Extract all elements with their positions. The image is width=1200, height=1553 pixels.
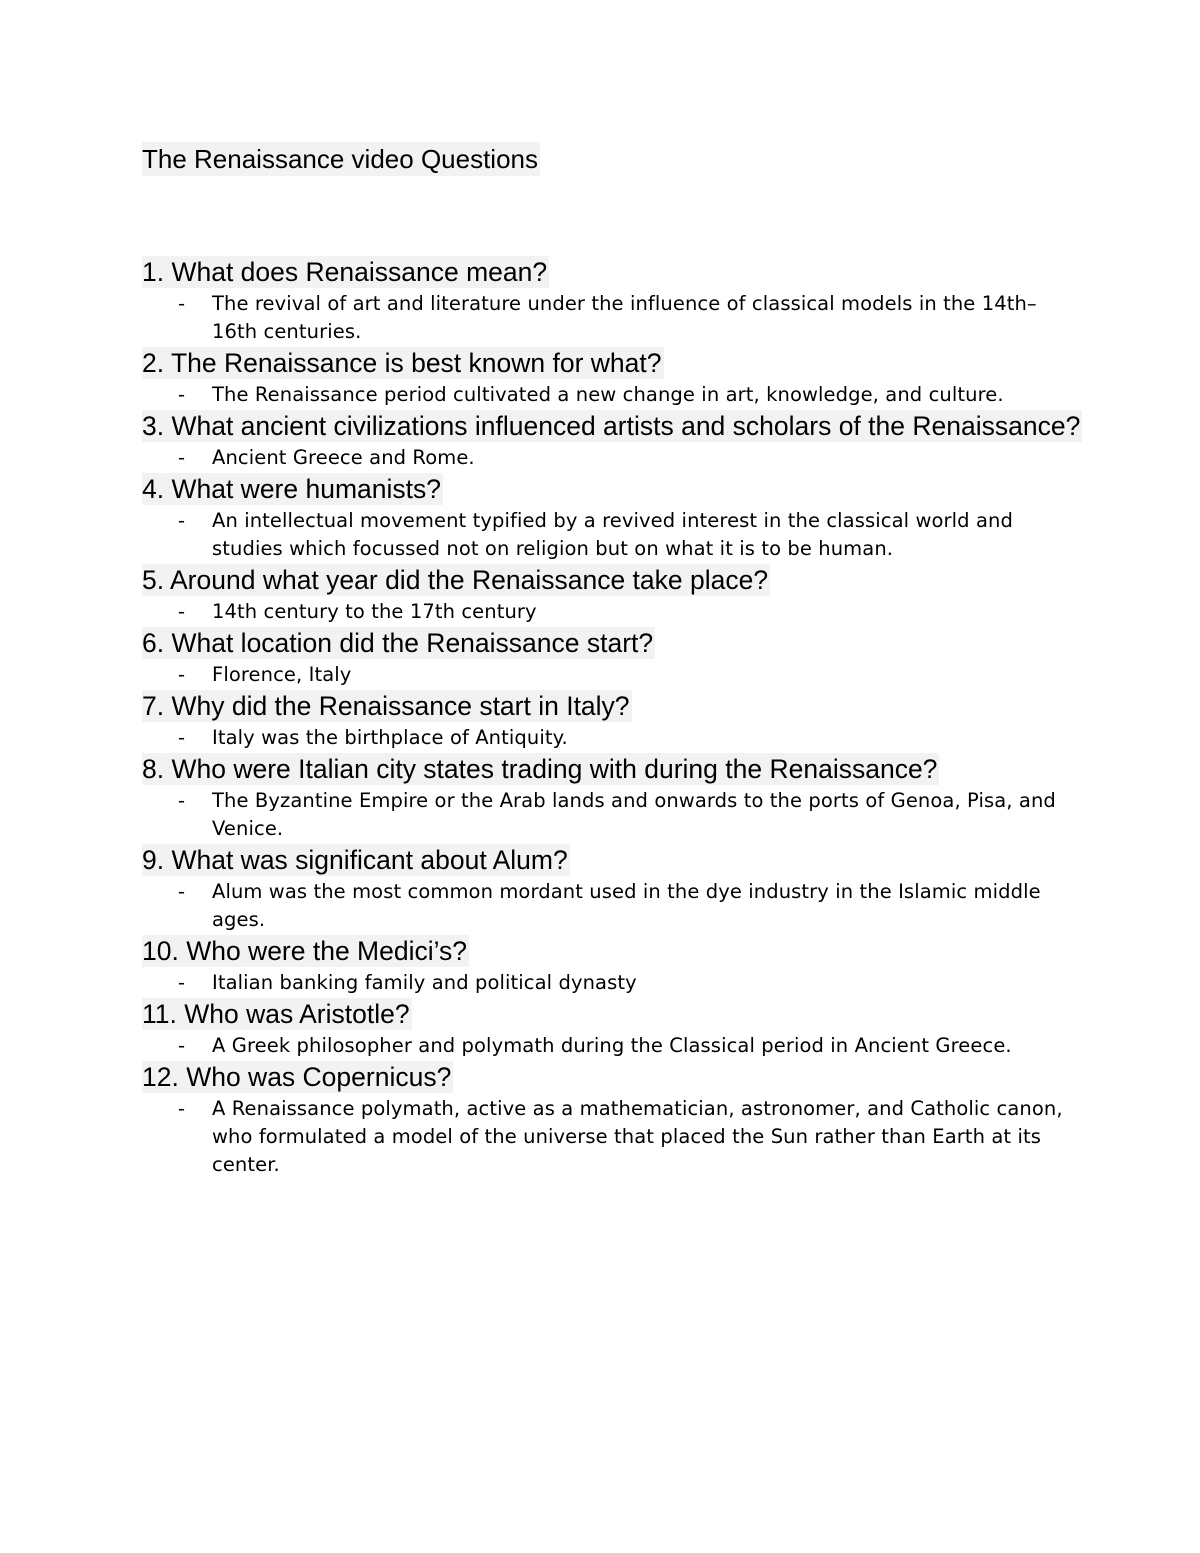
answer-text: Florence, Italy: [212, 663, 352, 686]
answer-text: 14th century to the 17th century: [212, 600, 537, 623]
answer-dash: -: [178, 1034, 186, 1057]
answer-dash: -: [178, 292, 186, 315]
answer-dash: -: [178, 446, 186, 469]
answer-item: [142, 661, 1072, 689]
answer-dash: -: [178, 726, 186, 749]
qa-item-12: [142, 1061, 1192, 1179]
answer-dash: -: [178, 1097, 186, 1120]
answer-text: The revival of art and literature under the influence of classical models in the 14th–16th centuries.: [212, 292, 1037, 343]
qa-item-11: [142, 998, 1192, 1060]
answer-text: Alum was the most common mordant used in the dye industry in the Islamic middle ages.: [212, 880, 1041, 931]
question-text: 3. What ancient civilizations influenced artists and scholars of the Renaissance?: [142, 411, 1081, 441]
answer-dash: -: [178, 600, 186, 623]
answer-item: [142, 724, 1072, 752]
qa-item-3: [142, 410, 1192, 472]
qa-item-8: [142, 753, 1192, 843]
answer-item: [142, 1095, 1072, 1179]
answer-item: [142, 507, 1072, 563]
qa-item-2: [142, 347, 1192, 409]
document-title: The Renaissance video Questions: [142, 144, 539, 174]
answer-text: Ancient Greece and Rome.: [212, 446, 475, 469]
qa-item-7: [142, 690, 1192, 752]
answer-item: [142, 878, 1072, 934]
answer-item: [142, 290, 1072, 346]
question-text: 8. Who were Italian city states trading with during the Renaissance?: [142, 754, 938, 784]
question-text: 4. What were humanists?: [142, 474, 441, 504]
question-text: 2. The Renaissance is best known for what?: [142, 348, 662, 378]
answer-item: [142, 381, 1072, 409]
question-text: 9. What was significant about Alum?: [142, 845, 568, 875]
answer-dash: -: [178, 880, 186, 903]
question-text: 5. Around what year did the Renaissance take place?: [142, 565, 769, 595]
answer-text: Italian banking family and political dynasty: [212, 971, 637, 994]
answer-item: [142, 787, 1072, 843]
answer-dash: -: [178, 383, 186, 406]
answer-text: A Greek philosopher and polymath during the Classical period in Ancient Greece.: [212, 1034, 1012, 1057]
qa-item-10: [142, 935, 1192, 997]
answer-dash: -: [178, 789, 186, 812]
answer-item: [142, 1032, 1072, 1060]
answer-item: [142, 598, 1072, 626]
answer-dash: -: [178, 663, 186, 686]
question-text: 7. Why did the Renaissance start in Italy?: [142, 691, 630, 721]
question-text: 11. Who was Aristotle?: [142, 999, 410, 1029]
qa-item-4: [142, 473, 1192, 563]
qa-item-6: [142, 627, 1192, 689]
question-text: 10. Who were the Medici’s?: [142, 936, 468, 966]
answer-dash: -: [178, 509, 186, 532]
qa-item-5: [142, 564, 1192, 626]
answer-text: The Byzantine Empire or the Arab lands and onwards to the ports of Genoa, Pisa, and Venice.: [212, 789, 1056, 840]
question-text: 1. What does Renaissance mean?: [142, 257, 548, 287]
answer-text: Italy was the birthplace of Antiquity.: [212, 726, 568, 749]
qa-item-1: [142, 256, 1192, 346]
qa-item-9: [142, 844, 1192, 934]
answer-text: The Renaissance period cultivated a new change in art, knowledge, and culture.: [212, 383, 1004, 406]
answer-item: [142, 444, 1072, 472]
question-list: [142, 256, 1192, 1180]
answer-dash: -: [178, 971, 186, 994]
answer-text: An intellectual movement typified by a revived interest in the classical world and studies which focussed not on religion but on what it is to be human.: [212, 509, 1013, 560]
question-text: 12. Who was Copernicus?: [142, 1062, 452, 1092]
answer-text: A Renaissance polymath, active as a mathematician, astronomer, and Catholic canon, who formulated a model of the universe that placed the Sun rather than Earth at its center.: [212, 1097, 1063, 1176]
question-text: 6. What location did the Renaissance start?: [142, 628, 654, 658]
answer-item: [142, 969, 1072, 997]
